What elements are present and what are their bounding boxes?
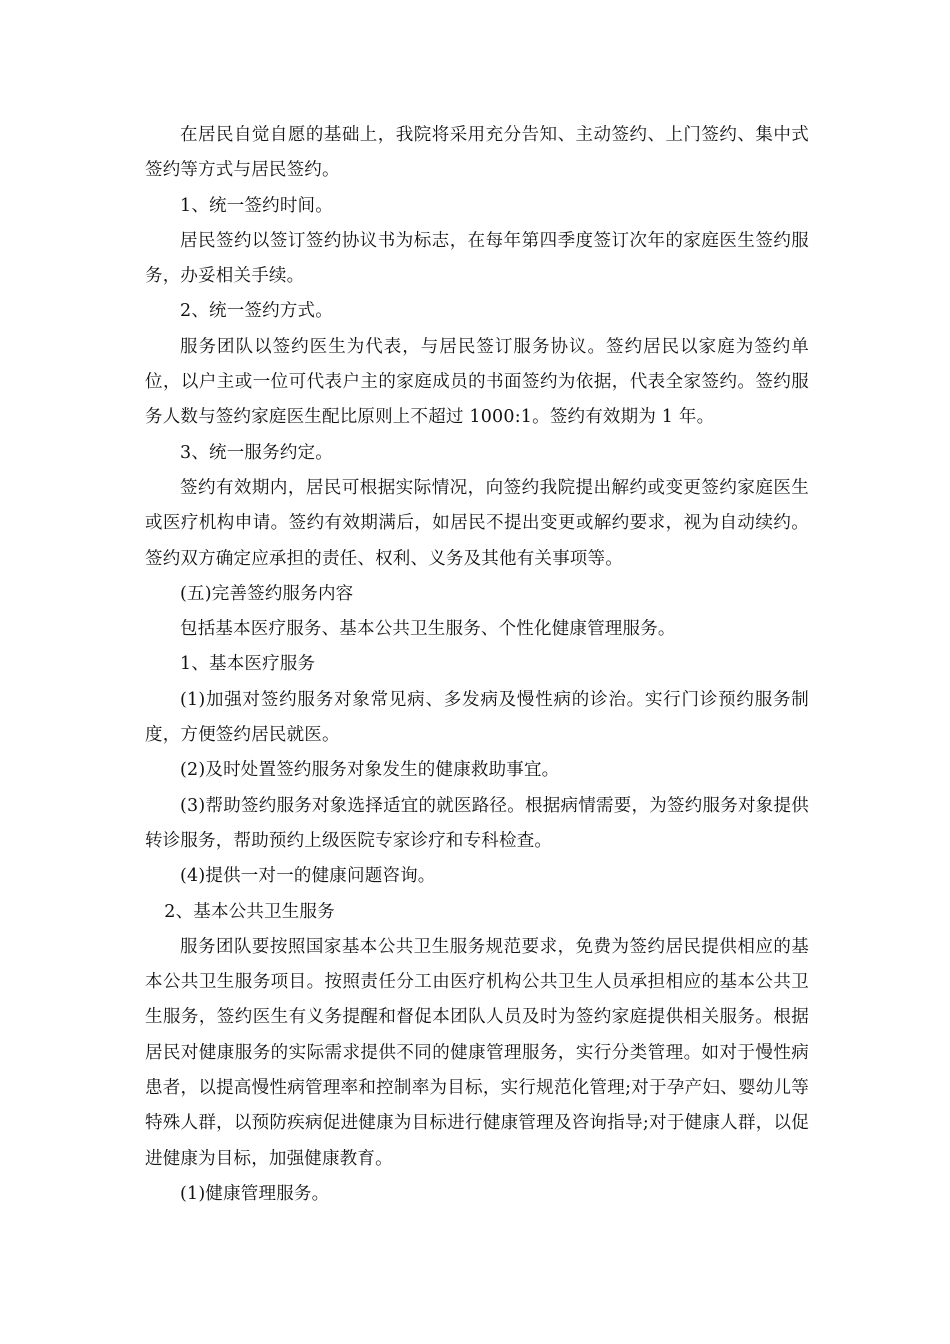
list-item-health-management: (1)健康管理服务。 bbox=[180, 1183, 330, 1204]
paragraph-intro: 在居民自觉自愿的基础上，我院将采用充分告知、主动签约、上门签约、集中式签约等方式与居民签约。 bbox=[145, 125, 809, 181]
paragraph-public-health: 服务团队要按照国家基本公共卫生服务规范要求，免费为签约居民提供相应的基本公共卫生服务项目。按照责任分工由医疗机构公共卫生人员承担相应的基本公共卫生服务，签约医生有义务提醒和督促本团队人员及时为签约家庭提供相关服务。根据居民对健康服务的实际需求提供不同的健康管理服务，实行分类管理。如对于慢性病患者，以提高慢性病管理率和控制率为目标，实行规范化管理;对于孕产妇、婴幼儿等特殊人群，以预防疾病促进健康为目标进行健康管理及咨询指导;对于健康人群，以促进健康为目标，加强健康教育。 bbox=[145, 936, 809, 1169]
paragraph-signing-time: 居民签约以签订签约协议书为标志，在每年第四季度签订次年的家庭医生签约服务，办妥相关手续。 bbox=[145, 230, 809, 287]
heading-unified-signing-method: 2、统一签约方式。 bbox=[180, 301, 333, 322]
heading-public-health-service: 2、基本公共卫生服务 bbox=[164, 901, 335, 922]
list-item-1: (1)加强对签约服务对象常见病、多发病及慢性病的诊治。实行门诊预约服务制度，方便签约居民就医。 bbox=[145, 689, 809, 746]
document-body bbox=[145, 118, 809, 1212]
heading-unified-signing-time: 1、统一签约时间。 bbox=[180, 195, 333, 216]
heading-section-five: (五)完善签约服务内容 bbox=[180, 583, 354, 604]
list-item-2: (2)及时处置签约服务对象发生的健康救助事宜。 bbox=[180, 760, 560, 781]
list-item-3: (3)帮助签约服务对象选择适宜的就医路径。根据病情需要，为签约服务对象提供转诊服务，帮助预约上级医院专家诊疗和专科检查。 bbox=[145, 795, 809, 851]
heading-unified-service-agreement: 3、统一服务约定。 bbox=[180, 442, 333, 463]
paragraph-signing-method: 服务团队以签约医生为代表，与居民签订服务协议。签约居民以家庭为签约单位，以户主或一位可代表户主的家庭成员的书面签约为依据，代表全家签约。签约服务人数与签约家庭医生配比原则上不超过 1000:1。签约有效期为 1 年。 bbox=[145, 336, 809, 428]
paragraph-service-agreement: 签约有效期内，居民可根据实际情况，向签约我院提出解约或变更签约家庭医生或医疗机构申请。签约有效期满后，如居民不提出变更或解约要求，视为自动续约。签约双方确定应承担的责任、权利、义务及其他有关事项等。 bbox=[145, 477, 809, 569]
list-item-4: (4)提供一对一的健康问题咨询。 bbox=[180, 866, 436, 887]
heading-basic-medical-service: 1、基本医疗服务 bbox=[180, 654, 316, 675]
paragraph-service-scope: 包括基本医疗服务、基本公共卫生服务、个性化健康管理服务。 bbox=[180, 619, 676, 640]
